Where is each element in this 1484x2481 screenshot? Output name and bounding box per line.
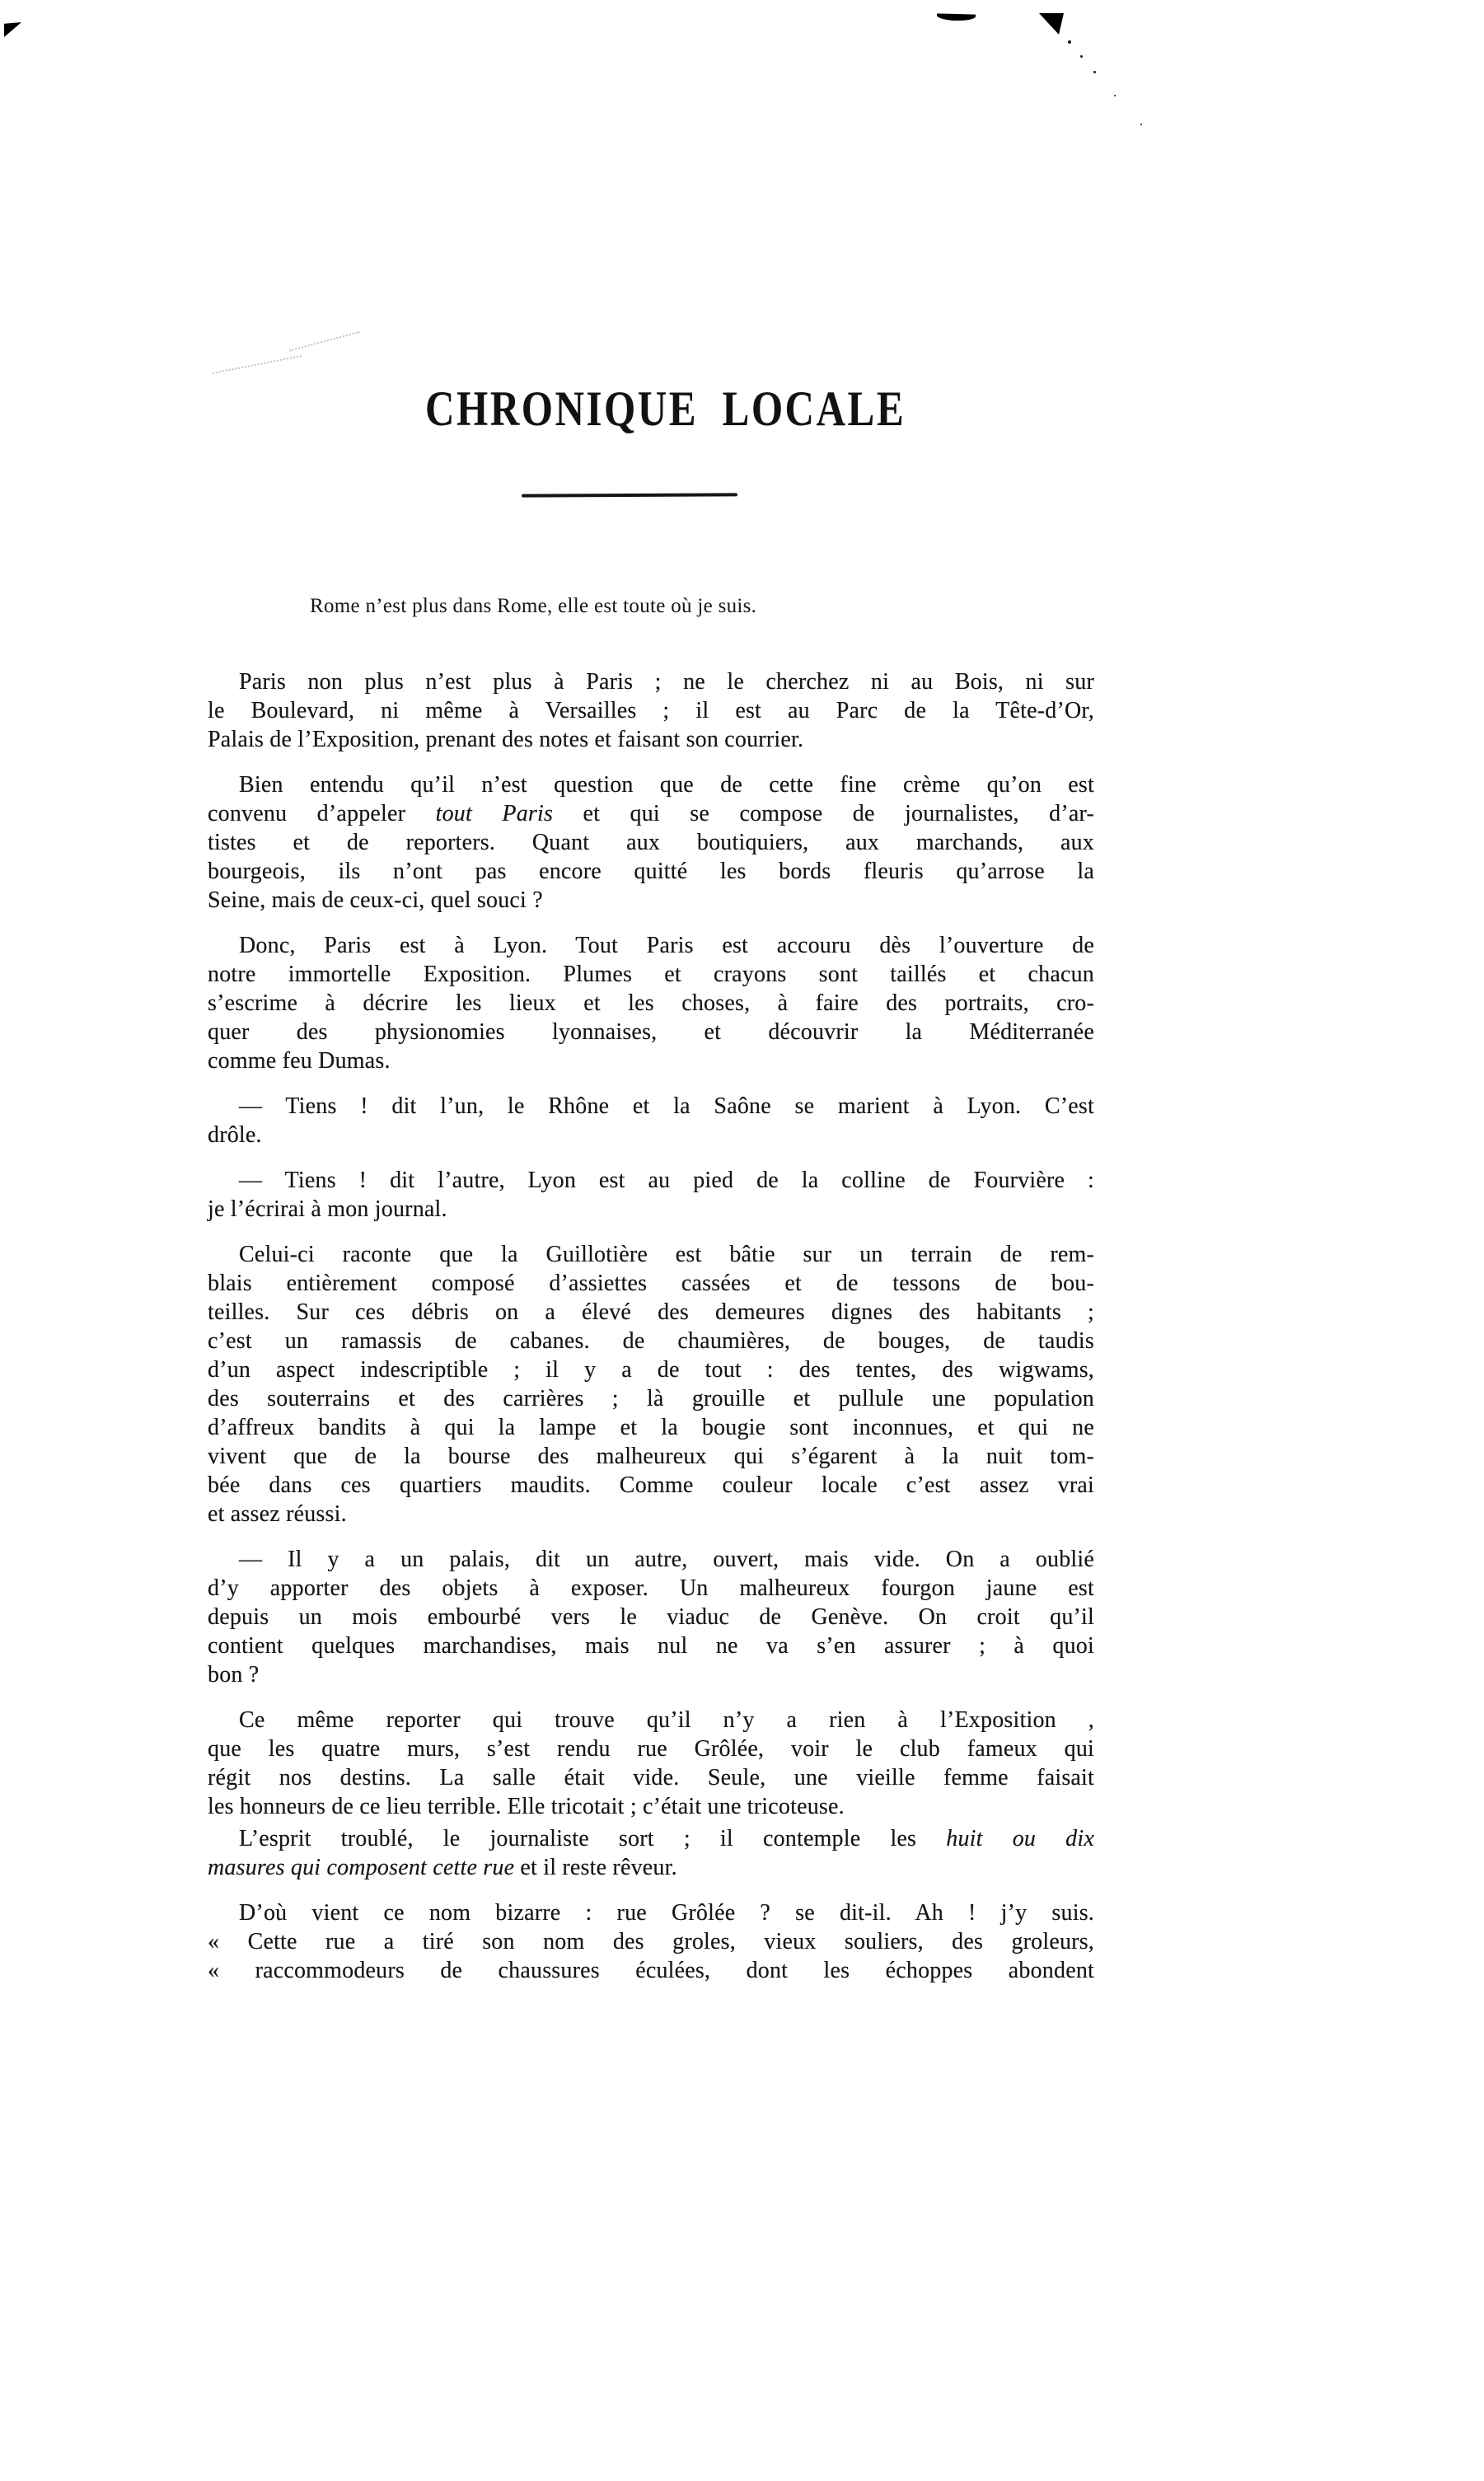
text-segment: notre immortelle Exposition. Plumes et crayons sont taillés et chacun bbox=[208, 962, 1094, 987]
text-segment: — Tiens ! dit l’un, le Rhône et la Saône se marient à Lyon. C’est bbox=[239, 1093, 1094, 1119]
text-line bbox=[208, 1763, 1094, 1792]
text-segment: comme feu Dumas. bbox=[208, 1048, 391, 1074]
text-line bbox=[208, 1898, 1094, 1927]
pencil-smudge-artifact bbox=[209, 326, 378, 389]
text-segment: convenu d’appeler bbox=[208, 801, 436, 826]
scan-artifact-top-dash bbox=[937, 13, 976, 21]
text-line bbox=[208, 1824, 1094, 1853]
article-body bbox=[208, 667, 1094, 2001]
text-line bbox=[208, 828, 1094, 857]
text-line bbox=[208, 1018, 1094, 1046]
text-segment: « raccommodeurs de chaussures éculées, dont les échoppes abondent bbox=[208, 1958, 1094, 1983]
scan-speck bbox=[1080, 55, 1083, 58]
text-segment: D’où vient ce nom bizarre : rue Grôlée ? se dit-il. Ah ! j’y suis. bbox=[239, 1900, 1094, 1926]
scan-speck bbox=[1140, 124, 1142, 125]
text-segment: que les quatre murs, s’est rendu rue Grôlée, voir le club fameux qui bbox=[208, 1736, 1094, 1762]
text-segment: les honneurs de ce lieu terrible. Elle tricotait ; c’était une tricoteuse. bbox=[208, 1794, 845, 1819]
italic-segment: tout Paris bbox=[435, 801, 554, 826]
text-segment: tistes et de reporters. Quant aux boutiquiers, aux marchands, aux bbox=[208, 830, 1094, 855]
paragraph-esprit-trouble bbox=[208, 1824, 1094, 1882]
text-line bbox=[208, 1327, 1094, 1355]
epigraph: Rome n’est plus dans Rome, elle est toute où je suis. bbox=[310, 595, 757, 617]
paragraph-nom-bizarre bbox=[208, 1898, 1094, 1985]
text-line bbox=[208, 1574, 1094, 1603]
text-line bbox=[208, 886, 1094, 915]
text-segment: Palais de l’Exposition, prenant des notes et faisant son courrier. bbox=[208, 727, 804, 752]
text-segment: Paris non plus n’est plus à Paris ; ne le cherchez ni au Bois, ni sur bbox=[239, 669, 1094, 695]
scan-speck bbox=[1093, 71, 1096, 73]
text-segment: Donc, Paris est à Lyon. Tout Paris est accouru dès l’ouverture de bbox=[239, 933, 1094, 958]
text-line bbox=[208, 989, 1094, 1018]
page-title bbox=[222, 381, 1109, 438]
text-line bbox=[208, 1927, 1094, 1956]
text-line bbox=[208, 1384, 1094, 1413]
title-rule bbox=[522, 493, 737, 497]
text-line bbox=[208, 1660, 1094, 1689]
paragraph-donc-paris bbox=[208, 931, 1094, 1075]
text-segment: s’escrime à décrire les lieux et les choses, à faire des portraits, cro- bbox=[208, 990, 1094, 1016]
text-line bbox=[208, 725, 1094, 754]
text-line bbox=[208, 1603, 1094, 1631]
text-segment: teilles. Sur ces débris on a élevé des demeures dignes des habitants ; bbox=[208, 1299, 1094, 1325]
text-line bbox=[208, 1734, 1094, 1763]
text-line bbox=[208, 1471, 1094, 1500]
text-segment: Ce même reporter qui trouve qu’il n’y a rien à l’Exposition , bbox=[239, 1707, 1094, 1733]
paragraph-tiens-un bbox=[208, 1092, 1094, 1149]
paragraph-palais-vide bbox=[208, 1545, 1094, 1689]
text-segment: vivent que de la bourse des malheureux qui s’égarent à la nuit tom- bbox=[208, 1444, 1094, 1469]
text-line bbox=[208, 770, 1094, 799]
text-line bbox=[208, 1046, 1094, 1075]
text-segment: régit nos destins. La salle était vide. Seule, une vieille femme faisait bbox=[208, 1765, 1094, 1791]
text-line bbox=[208, 1545, 1094, 1574]
text-segment: — Tiens ! dit l’autre, Lyon est au pied de la colline de Fourvière : bbox=[239, 1168, 1094, 1193]
text-segment: et assez réussi. bbox=[208, 1501, 347, 1527]
text-segment: bon ? bbox=[208, 1662, 260, 1688]
text-line bbox=[208, 1092, 1094, 1121]
text-line bbox=[208, 1269, 1094, 1298]
text-segment: blais entièrement composé d’assiettes cassées et de tessons de bou- bbox=[208, 1271, 1094, 1296]
text-segment: quer des physionomies lyonnaises, et découvrir la Méditerranée bbox=[208, 1019, 1094, 1045]
text-line bbox=[208, 1792, 1094, 1821]
scan-artifact-top-left bbox=[4, 22, 21, 37]
text-segment: je l’écrirai à mon journal. bbox=[208, 1196, 447, 1222]
text-segment: — Il y a un palais, dit un autre, ouvert, mais vide. On a oublié bbox=[239, 1547, 1094, 1572]
paragraph-guillotiere bbox=[208, 1240, 1094, 1528]
text-segment: d’y apporter des objets à exposer. Un malheureux fourgon jaune est bbox=[208, 1575, 1094, 1601]
text-line bbox=[208, 1500, 1094, 1528]
text-line bbox=[208, 1442, 1094, 1471]
paragraph-paris bbox=[208, 667, 1094, 754]
text-segment: Bien entendu qu’il n’est question que de cette fine crème qu’on est bbox=[239, 772, 1094, 798]
text-segment: drôle. bbox=[208, 1122, 262, 1148]
text-line bbox=[208, 1631, 1094, 1660]
text-segment: c’est un ramassis de cabanes. de chaumières, de bouges, de taudis bbox=[208, 1328, 1094, 1354]
italic-segment: masures qui composent cette rue bbox=[208, 1855, 515, 1880]
text-line bbox=[208, 1956, 1094, 1985]
text-segment: d’un aspect indescriptible ; il y a de tout : des tentes, des wigwams, bbox=[208, 1357, 1094, 1383]
text-segment: bée dans ces quartiers maudits. Comme couleur locale c’est assez vrai bbox=[208, 1472, 1094, 1498]
text-line bbox=[208, 1298, 1094, 1327]
text-segment: Seine, mais de ceux-ci, quel souci ? bbox=[208, 887, 543, 913]
text-segment: L’esprit troublé, le journaliste sort ; il contemple les bbox=[239, 1826, 947, 1851]
text-line bbox=[208, 857, 1094, 886]
text-segment: le Boulevard, ni même à Versailles ; il est au Parc de la Tête-d’Or, bbox=[208, 698, 1094, 723]
text-segment: et qui se compose de journalistes, d’ar- bbox=[553, 801, 1094, 826]
text-line bbox=[208, 799, 1094, 828]
text-line bbox=[208, 667, 1094, 696]
text-segment: « Cette rue a tiré son nom des groles, vieux souliers, des groleurs, bbox=[208, 1929, 1094, 1954]
text-line bbox=[208, 1121, 1094, 1149]
scan-speck bbox=[1068, 40, 1071, 44]
paragraph-tiens-autre bbox=[208, 1166, 1094, 1224]
italic-segment: huit ou dix bbox=[946, 1826, 1094, 1851]
text-line bbox=[208, 1166, 1094, 1195]
text-line bbox=[208, 1413, 1094, 1442]
text-line bbox=[208, 931, 1094, 960]
text-line bbox=[208, 696, 1094, 725]
text-segment: depuis un mois embourbé vers le viaduc de Genève. On croit qu’il bbox=[208, 1604, 1094, 1630]
text-line bbox=[208, 1195, 1094, 1224]
text-segment: d’affreux bandits à qui la lampe et la bougie sont inconnues, et qui ne bbox=[208, 1415, 1094, 1440]
text-segment: des souterrains et des carrières ; là grouille et pullule une population bbox=[208, 1386, 1094, 1411]
page-title-text: CHRONIQUE LOCALE bbox=[425, 382, 906, 436]
scan-speck bbox=[1114, 95, 1116, 96]
text-line bbox=[208, 1706, 1094, 1734]
text-segment: Celui-ci raconte que la Guillotière est bâtie sur un terrain de rem- bbox=[239, 1242, 1094, 1267]
text-segment: contient quelques marchandises, mais nul ne va s’en assurer ; à quoi bbox=[208, 1633, 1094, 1659]
text-line bbox=[208, 960, 1094, 989]
paragraph-reporter bbox=[208, 1706, 1094, 1821]
paragraph-fine-creme bbox=[208, 770, 1094, 915]
text-segment: bourgeois, ils n’ont pas encore quitté les bords fleuris qu’arrose la bbox=[208, 859, 1094, 884]
scan-artifact-top-triangle bbox=[1039, 13, 1064, 35]
text-line bbox=[208, 1853, 1094, 1882]
text-line bbox=[208, 1240, 1094, 1269]
text-line bbox=[208, 1355, 1094, 1384]
text-segment: et il reste rêveur. bbox=[514, 1855, 677, 1880]
